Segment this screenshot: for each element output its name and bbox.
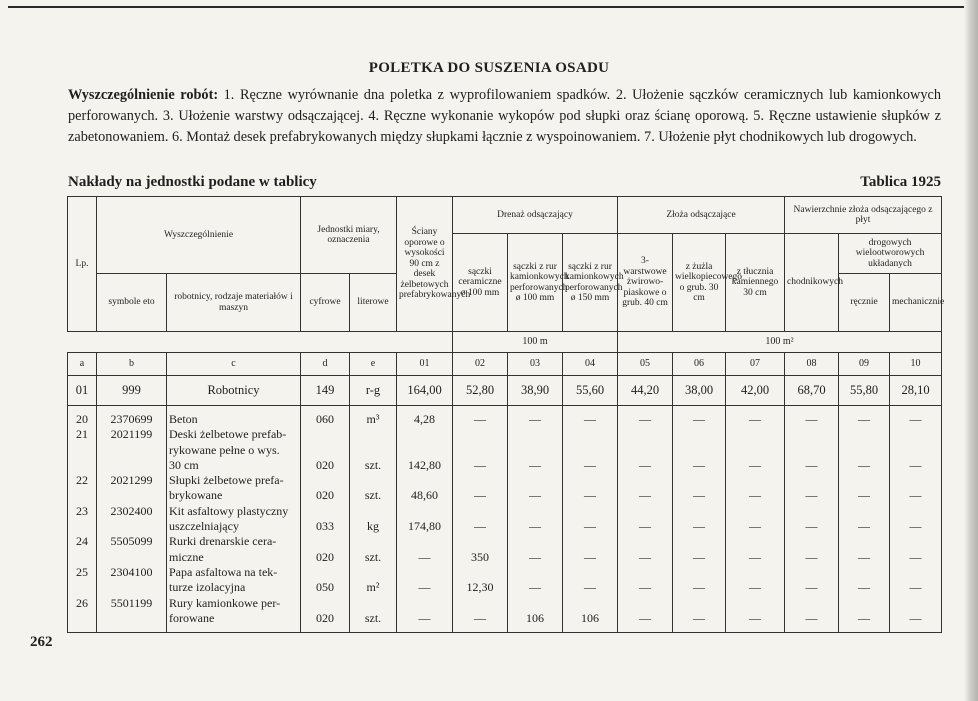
body-line: 2304100 [110, 564, 153, 579]
body-line [728, 473, 782, 488]
body-line [620, 473, 670, 488]
body-col [890, 406, 942, 633]
body-line: — [909, 519, 922, 534]
body-col [301, 406, 350, 633]
body-line [455, 443, 505, 458]
body-line [892, 504, 939, 519]
hdr-saczki-ceramiczne: sączki ceramiczne ø 100 mm [453, 234, 508, 332]
body-line [510, 443, 560, 458]
table-cell: 999 [97, 376, 167, 406]
hdr-recznie: ręcznie [839, 274, 890, 332]
body-line: Rurki drenarskie cera- [169, 534, 277, 549]
col-letter: e [350, 353, 397, 376]
body-line [352, 504, 394, 519]
body-line: 30 cm [169, 457, 199, 472]
body-line [620, 534, 670, 549]
body-line: 050 [316, 580, 334, 595]
table-cell: 68,70 [785, 376, 839, 406]
body-line: szt. [364, 610, 382, 625]
column-letters-row [68, 353, 942, 376]
body-line [892, 427, 939, 442]
intro-label: Wyszczególnienie robót: [68, 87, 219, 103]
hdr-literowe: literowe [350, 274, 397, 332]
body-line: — [639, 488, 652, 503]
body-line [399, 443, 450, 458]
body-line: m² [366, 580, 380, 595]
body-line [728, 596, 782, 611]
body-line [787, 443, 836, 458]
body-line: — [529, 457, 541, 472]
body-line [841, 565, 887, 580]
hdr-saczki-100: sączki z rur kamionkowych perforowanych ø 100 mm [508, 234, 563, 332]
body-line [399, 473, 450, 488]
intro-text: 1. Ręczne wyrównanie dna poletka z wyprofilowaniem spadków. 2. Ułożenie sączków ceramicznych lub kamionkowych perforowanych. 3. Ułożenie warstwy odsączającej. 4. Ręczne wykonanie wykopów pod słupki oraz ścianę oporową. 5. Ręczne ustawienie słupków z zabetonowaniem. 6. Montaż desek prefabrykowanych między słupkami łącznie z wyspoinowaniem. 7. Ułożenie płyt chodnikowych lub drogowych. [68, 87, 941, 145]
body-line [841, 473, 887, 488]
body-line: 20 [76, 412, 88, 426]
body-col [563, 406, 618, 633]
body-line [565, 596, 615, 611]
body-line [787, 596, 836, 611]
body-line: — [909, 457, 922, 472]
body-line: 020 [316, 610, 334, 625]
body-col [508, 406, 563, 633]
body-line: — [584, 580, 596, 595]
body-line: — [529, 412, 541, 426]
col-letter: 05 [618, 353, 673, 376]
body-line [303, 427, 347, 442]
body-line [510, 596, 560, 611]
subheading: Nakłady na jednostki podane w tablicy [68, 174, 317, 190]
body-line: 26 [76, 595, 88, 610]
body-col [97, 406, 167, 633]
body-line [70, 550, 94, 565]
table-cell: 55,60 [563, 376, 618, 406]
body-line: — [418, 580, 431, 595]
body-line: 060 [316, 412, 334, 426]
body-line: — [909, 488, 922, 503]
body-line: 2021199 [110, 427, 153, 442]
body-line: 22 [76, 473, 88, 488]
body-line: — [858, 488, 871, 503]
body-line: — [909, 580, 922, 595]
body-line [787, 427, 836, 442]
body-line [510, 534, 560, 549]
table-body-materials [68, 406, 942, 633]
col-letter: 09 [839, 353, 890, 376]
hdr-wyszczegolnienie: Wyszczególnienie [97, 197, 301, 274]
body-line: — [693, 519, 706, 534]
body-line: 5501199 [110, 595, 153, 610]
body-line: — [909, 610, 922, 625]
page-number: 262 [30, 634, 53, 650]
body-line: — [639, 549, 652, 564]
body-line [510, 565, 560, 580]
col-letter: 07 [726, 353, 785, 376]
body-line: 21 [76, 427, 88, 442]
body-line [399, 534, 450, 549]
body-line: 25 [76, 564, 88, 579]
top-rule [8, 6, 968, 8]
body-line [841, 504, 887, 519]
body-line: — [693, 580, 706, 595]
body-col [839, 406, 890, 633]
body-line [70, 443, 94, 458]
hdr-cyfrowe: cyfrowe [301, 274, 350, 332]
body-line: 48,60 [411, 488, 438, 503]
body-line [399, 596, 450, 611]
body-line: 5505099 [110, 534, 153, 549]
hdr-zloze-tlucznia: z tłucznia kamiennego 30 cm [726, 234, 785, 332]
body-line [99, 519, 164, 534]
body-line: — [474, 519, 486, 534]
units-row [68, 332, 942, 353]
col-letter: b [97, 353, 167, 376]
table-cell: Robotnicy [167, 376, 301, 406]
body-line: — [805, 519, 818, 534]
body-line [620, 596, 670, 611]
table-cell: 38,00 [673, 376, 726, 406]
body-line [70, 488, 94, 503]
body-line: — [474, 412, 486, 426]
body-line [510, 473, 560, 488]
body-line: — [529, 519, 541, 534]
body-line [455, 565, 505, 580]
body-line [675, 596, 723, 611]
hdr-robotnicy: robotnicy, rodzaje materiałów i maszyn [167, 274, 301, 332]
body-line [565, 427, 615, 442]
body-line: 142,80 [408, 457, 441, 472]
body-line: turze izolacyjna [169, 580, 246, 595]
body-line [565, 534, 615, 549]
body-line: 2370699 [110, 412, 153, 426]
body-line [787, 473, 836, 488]
body-line: — [418, 610, 431, 625]
body-line [620, 427, 670, 442]
table-cell: 38,90 [508, 376, 563, 406]
body-line: — [805, 610, 818, 625]
body-col [167, 406, 301, 633]
hdr-saczki-150: sączki z rur kamionkowych perforowanych ø 150 mm [563, 234, 618, 332]
hdr-zloze-3-warstwowe: 3-warstwowe żwirowo-piaskowe o grub. 40 cm [618, 234, 673, 332]
col-letter: 01 [397, 353, 453, 376]
body-line [455, 427, 505, 442]
body-col [785, 406, 839, 633]
body-line [303, 504, 347, 519]
body-line [841, 596, 887, 611]
body-line [99, 488, 164, 503]
body-col [397, 406, 453, 633]
body-line [99, 458, 164, 473]
body-line: — [805, 549, 818, 564]
body-line: — [805, 580, 818, 595]
body-line [728, 565, 782, 580]
body-col [618, 406, 673, 633]
body-line [565, 473, 615, 488]
body-line [675, 473, 723, 488]
body-line: — [639, 610, 652, 625]
body-line: — [858, 412, 871, 426]
body-line [303, 596, 347, 611]
body-line [892, 473, 939, 488]
units-spacer [68, 332, 453, 353]
body-line [99, 580, 164, 595]
body-col [350, 406, 397, 633]
col-letter: 03 [508, 353, 563, 376]
body-line: Słupki żelbetowe prefa- [169, 473, 284, 488]
col-letter: 10 [890, 353, 942, 376]
body-line [675, 565, 723, 580]
body-line [565, 443, 615, 458]
body-line [352, 534, 394, 549]
body-line: — [693, 610, 706, 625]
body-line [399, 427, 450, 442]
body-line: Kit asfaltowy plastyczny [169, 503, 289, 518]
body-line: m³ [366, 412, 380, 426]
body-col [68, 406, 97, 633]
table-cell: 164,00 [397, 376, 453, 406]
body-line: — [584, 488, 596, 503]
body-line: uszczelniający [169, 519, 239, 534]
body-line [352, 596, 394, 611]
body-line: 020 [316, 457, 334, 472]
body-line [787, 534, 836, 549]
hdr-drenaz: Drenaż odsączający [453, 197, 618, 234]
body-line: — [639, 412, 652, 426]
body-col [453, 406, 508, 633]
unit-100m2: 100 m² [618, 332, 942, 353]
body-line: — [909, 549, 922, 564]
body-line: — [805, 457, 818, 472]
body-line [675, 443, 723, 458]
body-line: 23 [76, 503, 88, 518]
body-line: — [584, 412, 596, 426]
body-line: — [474, 457, 486, 472]
body-line: Beton [169, 412, 198, 426]
body-line: — [693, 488, 706, 503]
body-line: — [858, 519, 871, 534]
table-number: Tablica 1925 [860, 174, 941, 190]
table-cell: 44,20 [618, 376, 673, 406]
hdr-lp: Lp. [68, 197, 97, 332]
hdr-sciany: Ściany oporowe o wysokości 90 cm z desek żelbetowych prefabrykowanych [397, 197, 453, 332]
body-line: — [584, 549, 596, 564]
col-letter: c [167, 353, 301, 376]
body-line [99, 550, 164, 565]
body-line [728, 504, 782, 519]
body-col [673, 406, 726, 633]
body-line [565, 565, 615, 580]
table-cell: 55,80 [839, 376, 890, 406]
body-line: — [693, 412, 706, 426]
page-edge-shadow [964, 0, 978, 701]
body-line: 4,28 [414, 412, 435, 426]
body-line [892, 596, 939, 611]
table-row-robotnicy [68, 376, 942, 406]
hdr-chodnikowych: chodnikowych [785, 234, 839, 332]
body-line: — [749, 488, 762, 503]
page-title: POLETKA DO SUSZENIA OSADU [368, 60, 610, 76]
body-line [70, 458, 94, 473]
body-line: Rury kamionkowe per- [169, 595, 281, 610]
body-line [728, 427, 782, 442]
body-line [99, 443, 164, 458]
body-line: — [529, 580, 541, 595]
body-line: — [749, 519, 762, 534]
body-line: — [584, 519, 596, 534]
body-line [841, 534, 887, 549]
body-line: — [639, 580, 652, 595]
table-cell: 01 [68, 376, 97, 406]
body-line [510, 427, 560, 442]
unit-100m: 100 m [453, 332, 618, 353]
body-line: — [474, 610, 486, 625]
body-line: szt. [364, 549, 382, 564]
body-line [399, 504, 450, 519]
body-line: — [858, 549, 871, 564]
body-line: rykowane pełne o wys. [169, 442, 280, 457]
body-line: 12,30 [466, 580, 494, 595]
body-line [303, 473, 347, 488]
body-line [70, 611, 94, 626]
body-line [787, 565, 836, 580]
body-line [352, 427, 394, 442]
body-line [303, 565, 347, 580]
col-letter: 06 [673, 353, 726, 376]
body-line [728, 534, 782, 549]
col-letter: 08 [785, 353, 839, 376]
body-col [726, 406, 785, 633]
body-line: forowane [169, 610, 215, 625]
body-line: — [749, 412, 762, 426]
body-line [510, 504, 560, 519]
body-line: — [584, 457, 596, 472]
body-line: 033 [316, 519, 334, 534]
body-line [841, 427, 887, 442]
body-line [455, 534, 505, 549]
hdr-zloza: Złoża odsączające [618, 197, 785, 234]
body-line [399, 565, 450, 580]
body-line [787, 504, 836, 519]
body-line [352, 565, 394, 580]
body-line: szt. [364, 457, 382, 472]
col-letter: 04 [563, 353, 618, 376]
hdr-drogowych: drogowych wielootworowych układanych [839, 234, 942, 274]
body-line: brykowane [169, 488, 223, 503]
hdr-symbole: symbole eto [97, 274, 167, 332]
body-line: — [529, 549, 541, 564]
body-line [620, 443, 670, 458]
body-line: — [805, 488, 818, 503]
body-line [352, 443, 394, 458]
body-line: 020 [316, 488, 334, 503]
body-line [352, 473, 394, 488]
body-line: — [858, 457, 871, 472]
body-line: 24 [76, 534, 88, 549]
body-line: szt. [364, 488, 382, 503]
table-cell: 42,00 [726, 376, 785, 406]
table-cell: 52,80 [453, 376, 508, 406]
body-line: — [693, 457, 706, 472]
body-line: — [693, 549, 706, 564]
body-line [565, 504, 615, 519]
body-line: — [529, 488, 541, 503]
body-line: — [639, 457, 652, 472]
body-line: — [418, 549, 431, 564]
hdr-jednostki: Jednostki miary, oznaczenia [301, 197, 397, 274]
body-line: 020 [316, 549, 334, 564]
body-line [455, 473, 505, 488]
body-line [455, 504, 505, 519]
header-row-1 [68, 197, 942, 234]
body-line [728, 443, 782, 458]
body-line: 106 [581, 610, 599, 625]
body-line: Deski żelbetowe prefab- [169, 427, 287, 442]
body-line [303, 534, 347, 549]
body-line [70, 519, 94, 534]
norms-table [67, 196, 945, 633]
body-line [99, 611, 164, 626]
intro-paragraph [68, 85, 941, 148]
body-line: — [858, 610, 871, 625]
body-line: — [639, 519, 652, 534]
body-line [620, 504, 670, 519]
body-line [892, 565, 939, 580]
hdr-mechanicznie: mechanicznie [890, 274, 942, 332]
body-line [675, 504, 723, 519]
body-line [303, 443, 347, 458]
col-letter: a [68, 353, 97, 376]
table-cell: r-g [350, 376, 397, 406]
body-line: 350 [471, 549, 489, 564]
table-cell: 28,10 [890, 376, 942, 406]
col-letter: 02 [453, 353, 508, 376]
body-line: miczne [169, 549, 204, 564]
body-line [455, 596, 505, 611]
body-line [675, 534, 723, 549]
body-line: 2021299 [110, 473, 153, 488]
body-line: — [909, 412, 922, 426]
body-line: 174,80 [408, 519, 441, 534]
body-line: — [749, 549, 762, 564]
body-line: — [749, 610, 762, 625]
body-line [841, 443, 887, 458]
body-line: 106 [526, 610, 544, 625]
col-letter: d [301, 353, 350, 376]
body-line [620, 565, 670, 580]
body-line: — [749, 580, 762, 595]
table-cell: 149 [301, 376, 350, 406]
hdr-nawierzchnie: Nawierzchnie złoża odsączającego z płyt [785, 197, 942, 234]
body-line [892, 443, 939, 458]
body-line [892, 534, 939, 549]
body-line: — [858, 580, 871, 595]
body-line [675, 427, 723, 442]
hdr-zloze-zuzla: z żużla wielkopiecowego o grub. 30 cm [673, 234, 726, 332]
body-line: kg [367, 519, 379, 534]
body-line: — [474, 488, 486, 503]
body-line: — [749, 457, 762, 472]
body-line: 2302400 [110, 503, 153, 518]
body-line [70, 580, 94, 595]
body-line: — [805, 412, 818, 426]
body-line: Papa asfaltowa na tek- [169, 564, 278, 579]
